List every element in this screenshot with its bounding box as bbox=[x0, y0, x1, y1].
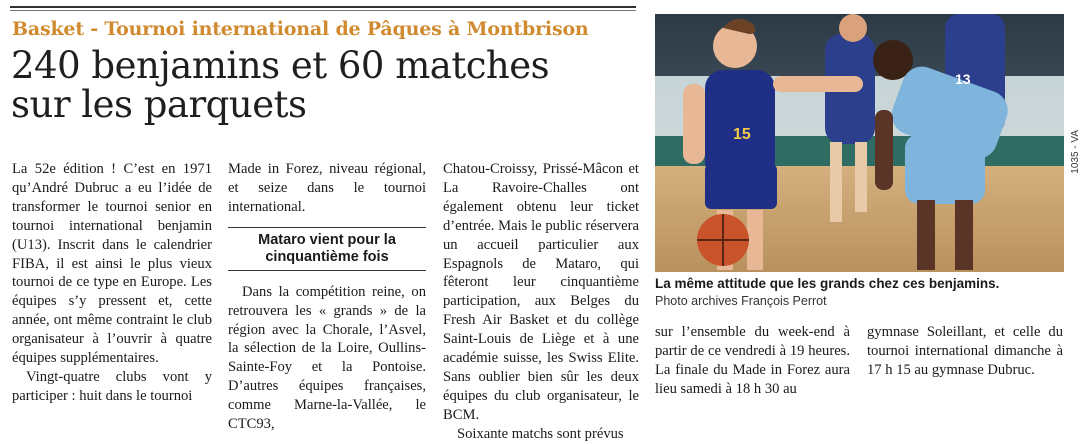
column-1 bbox=[12, 160, 212, 406]
paragraph: La 52e édition ! C’est en 1971 qu’André Dubruc a eu l’idée de transformer le tournoi senior en tournoi international benjamin (U13). Inscrit dans le calendrier FIBA, il est ainsi le plus vieux tournoi de ce type en Europe. Les équipes s’y pressent et, cette année, ont même contraint le club organisateur à l’ouvrir à quatre équipes supplémentaires. bbox=[12, 161, 212, 367]
column-5 bbox=[867, 323, 1063, 380]
column-2 bbox=[228, 160, 426, 434]
side-code: 1035 - VA bbox=[1070, 130, 1081, 174]
paragraph: Chatou-Croissy, Prissé-Mâcon et La Ravoire-Challes ont également obtenu leur ticket d’entrée. Mais le public réservera un accueil particulier aux Espagnols de Mataro, qui fêteront leur cinquantième participation, aux Belges du Fresh Air Basket et du collège Saint-Louis de Liège et à une académie suisse, les Swiss Elite. Sans oublier bien sûr les deux équipes du club organisateur, le BCM. bbox=[443, 161, 639, 423]
headline-line-2: sur les parquets bbox=[11, 83, 307, 126]
svg-text:15: 15 bbox=[733, 126, 751, 143]
column-4 bbox=[655, 323, 850, 399]
basketball-photo bbox=[655, 14, 1064, 272]
paragraph: Vingt-quatre clubs vont y participer : huit dans le tournoi bbox=[12, 368, 212, 404]
paragraph: Dans la compétition reine, on retrouvera les « grands » de la région avec la Chorale, l’Asvel, la sélection de la Loire, Oullins-Sainte-Foy et la Pontoise. D’autres équipes françaises, comme Marne-la-Vallée, le CTC93, bbox=[228, 283, 426, 433]
subheading: Mataro vient pour la cinquantième fois bbox=[228, 227, 426, 271]
paragraph: sur l’ensemble du week-end à partir de ce vendredi à 19 heures. La finale du Made in Forez aura lieu samedi à 18 h 30 au bbox=[655, 324, 850, 397]
paragraph: Made in Forez, niveau régional, et seize dans le tournoi international. bbox=[228, 161, 426, 215]
column-3 bbox=[443, 160, 639, 444]
top-rule-thin bbox=[10, 10, 636, 11]
kicker: Basket - Tournoi international de Pâques à Montbrison bbox=[12, 18, 589, 40]
top-rule bbox=[10, 6, 636, 8]
paragraph: gymnase Soleillant, et celle du tournoi international dimanche à 17 h 15 au gymnase Dubruc. bbox=[867, 324, 1063, 378]
photo-caption: La même attitude que les grands chez ces benjamins. bbox=[655, 276, 1000, 291]
headline bbox=[11, 46, 631, 124]
photo-credit: Photo archives François Perrot bbox=[655, 294, 827, 308]
headline-line-1: 240 benjamins et 60 matches bbox=[11, 44, 550, 87]
players-illustration bbox=[655, 14, 1064, 272]
svg-text:13: 13 bbox=[955, 71, 971, 87]
paragraph: Soixante matchs sont prévus bbox=[457, 425, 624, 442]
